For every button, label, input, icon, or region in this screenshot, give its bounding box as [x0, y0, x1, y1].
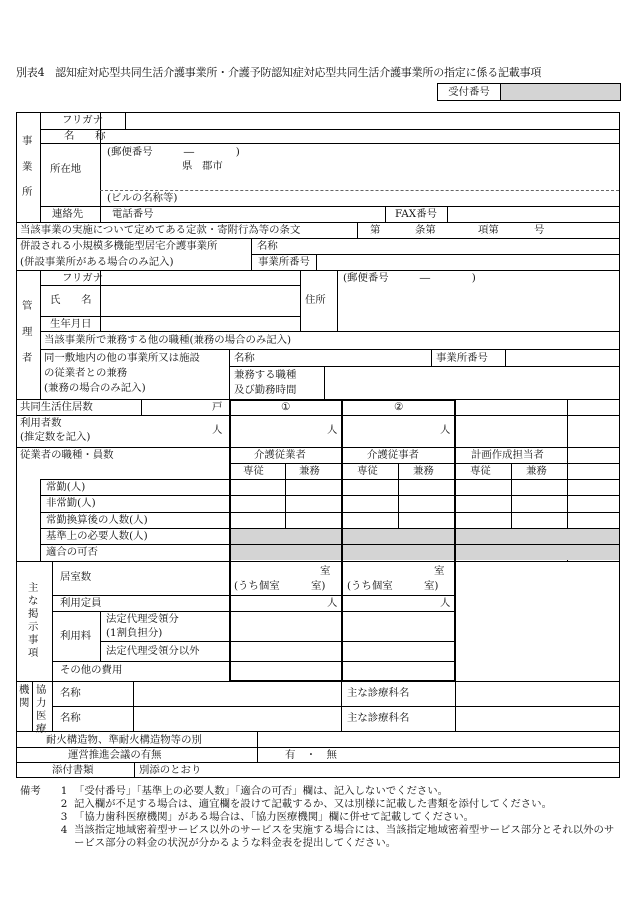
office-side-1: 事 — [22, 135, 33, 147]
manager-other-label-1: 同一敷地内の他の事業所又は施設 — [44, 352, 200, 364]
medical-side-b3: 医 — [36, 710, 47, 722]
staff-conc-2: 兼務 — [413, 465, 434, 477]
medical-side-a2: 関 — [19, 697, 30, 709]
medical-side-b1: 協 — [36, 684, 47, 696]
office-contact-label: 連絡先 — [52, 208, 84, 220]
bylaw-jo: 条第 — [415, 224, 436, 236]
main-side-3: 掲 — [28, 608, 39, 620]
private-rooms-unit-2: 室) — [424, 580, 439, 592]
council-value: 有 ・ 無 — [285, 749, 337, 761]
fee-proxy-label: 法定代理受領分 — [106, 613, 179, 625]
remark-text: 「協力歯科医療機関」がある場合は、「協力医療機関」欄に併せて記載してください。 — [74, 811, 475, 823]
rooms-label: 居室数 — [60, 571, 92, 583]
users-unit-total: 人 — [212, 424, 223, 436]
remark-item — [20, 798, 620, 811]
office-side-3: 所 — [22, 186, 33, 198]
remark-item — [20, 785, 620, 798]
office-side-2: 業 — [22, 161, 33, 173]
remark-number: 2 — [60, 798, 68, 810]
unit-count-unit: 戸 — [212, 401, 223, 413]
unit-2-label: ② — [394, 401, 404, 413]
staff-row-converted: 常勤換算後の人数(人) — [46, 514, 148, 526]
remark-text: 「受付番号」「基準上の必要人数」「適合の可否」欄は、記入しないでください。 — [74, 785, 449, 797]
receipt-number-label: 受付番号 — [438, 84, 501, 100]
office-location-label: 所在地 — [50, 163, 82, 175]
office-fax-label: FAX番号 — [395, 208, 437, 220]
bylaw-go: 号 — [534, 224, 545, 236]
staff-row-required: 基準上の必要人数(人) — [46, 530, 148, 542]
fee-label: 利用料 — [60, 630, 92, 642]
medical-side-b2: 力 — [36, 697, 47, 709]
fireproof-label: 耐火構造物、準耐火構造物等の別 — [46, 734, 202, 746]
remark-item — [20, 824, 620, 850]
staff-col-care-staff: 介護従事者 — [367, 449, 419, 461]
users-unit-1: 人 — [327, 424, 338, 436]
bylaw-dai: 第 — [370, 224, 381, 236]
remark-text: 記入欄が不足する場合は、適宜欄を設けて記載するか、又は別様に記載した書類を添付してください。 — [74, 798, 552, 810]
main-side-1: 主 — [28, 582, 39, 594]
manager-name-label: 氏 名 — [50, 294, 92, 306]
remark-text: 当該指定地域密着型サービス以外のサービスを実施する場合には、当該指定地域密着型サービス部分とそれ以外のサービス部分の料金の状況が分かるような料金表を提出してください。 — [74, 824, 615, 849]
manager-side-3: 者 — [22, 352, 33, 364]
unit-1-label: ① — [281, 401, 291, 413]
office-city: 郡市 — [202, 160, 223, 172]
remark-item — [20, 811, 620, 824]
annex-label-1: 併設される小規模多機能型居宅介護事業所 — [20, 240, 218, 252]
staff-full-1: 専従 — [243, 465, 264, 477]
manager-furigana-label: フリガナ — [62, 272, 104, 284]
annex-number-label: 事業所番号 — [258, 256, 310, 268]
office-postal-code: (郵便番号 ― ) — [107, 146, 240, 158]
manager-address-label: 住所 — [305, 294, 326, 306]
manager-other-job-label-2: 及び勤務時間 — [234, 384, 297, 396]
main-side-6: 項 — [28, 647, 39, 659]
manager-dob-label: 生年月日 — [50, 318, 92, 330]
private-rooms-2: (うち個室 — [347, 580, 393, 592]
staff-row-fulltime: 常勤(人) — [46, 481, 86, 493]
medical-side-a1: 機 — [19, 684, 30, 696]
main-side-5: 事 — [28, 634, 39, 646]
manager-other-number-label: 事業所番号 — [436, 352, 488, 364]
rooms-unit-2: 室 — [434, 565, 445, 577]
bylaw-label: 当該事業の実施について定めてある定款・寄附行為等の条文 — [20, 224, 301, 236]
main-side-4: 示 — [28, 621, 39, 633]
office-name-label: 名 称 — [64, 130, 106, 142]
staff-full-2: 専従 — [357, 465, 378, 477]
remarks — [20, 785, 620, 850]
private-rooms-unit-1: 室) — [311, 580, 326, 592]
unit-count-label: 共同生活住居数 — [20, 401, 93, 413]
medical-name-label-2: 名称 — [60, 712, 81, 724]
bylaw-ko: 項第 — [478, 224, 499, 236]
remark-number: 1 — [60, 785, 68, 797]
manager-concurrent-label: 当該事業所で兼務する他の職種(兼務の場合のみ記入) — [44, 334, 292, 346]
capacity-unit-1: 人 — [327, 597, 338, 609]
office-building-label: (ビルの名称等) — [107, 192, 178, 204]
annex-label-2: (併設事業所がある場合のみ記入) — [20, 256, 174, 268]
office-phone-label: 電話番号 — [112, 208, 154, 220]
staff-title: 従業者の職種・員数 — [20, 449, 114, 461]
office-prefecture: 県 — [182, 160, 193, 172]
form-title: 別表4 認知症対応型共同生活介護事業所・介護予防認知症対応型共同生活介護事業所の指定に係る記載事項 — [16, 66, 542, 79]
staff-conc-1: 兼務 — [299, 465, 320, 477]
users-label-1: 利用者数 — [20, 417, 62, 429]
manager-postal-code: (郵便番号 ― ) — [343, 272, 476, 284]
remark-number: 4 — [60, 824, 68, 836]
staff-col-care-workers: 介護従業者 — [254, 449, 306, 461]
staff-conc-3: 兼務 — [526, 465, 547, 477]
manager-other-name-label: 名称 — [234, 352, 255, 364]
capacity-label: 利用定員 — [60, 597, 102, 609]
users-label-2: (推定数を記入) — [20, 431, 91, 443]
staff-row-parttime: 非常勤(人) — [46, 497, 96, 509]
annex-name-label: 名称 — [257, 240, 278, 252]
attach-label: 添付書類 — [52, 764, 94, 776]
manager-other-job-label-1: 兼務する職種 — [234, 369, 297, 381]
capacity-unit-2: 人 — [440, 597, 451, 609]
manager-other-label-2: の従業者との兼務 — [44, 367, 128, 379]
medical-name-label-1: 名称 — [60, 687, 81, 699]
medical-side-b4: 療 — [36, 723, 47, 735]
staff-full-3: 専従 — [470, 465, 491, 477]
manager-side-1: 管 — [22, 300, 33, 312]
private-rooms-1: (うち個室 — [234, 580, 280, 592]
other-fee-label: その他の費用 — [60, 664, 123, 676]
fee-nonproxy-label: 法定代理受領分以外 — [106, 645, 200, 657]
manager-side-2: 理 — [22, 326, 33, 338]
office-furigana-label: フリガナ — [62, 114, 104, 126]
medical-dept-label-1: 主な診療科名 — [347, 687, 410, 699]
medical-dept-label-2: 主な診療科名 — [347, 712, 410, 724]
main-side-2: な — [28, 595, 39, 607]
remarks-heading: 備考 — [20, 785, 41, 797]
staff-col-planner: 計画作成担当者 — [471, 449, 544, 461]
council-label: 運営推進会議の有無 — [68, 749, 162, 761]
users-unit-2: 人 — [440, 424, 451, 436]
rooms-unit-1: 室 — [320, 565, 331, 577]
manager-other-label-3: (兼務の場合のみ記入) — [44, 382, 146, 394]
remark-number: 3 — [60, 811, 68, 823]
attach-value: 別添のとおり — [139, 764, 202, 776]
fee-proxy-sub: (1割負担分) — [106, 627, 163, 639]
staff-row-compliance: 適合の可否 — [46, 546, 98, 558]
